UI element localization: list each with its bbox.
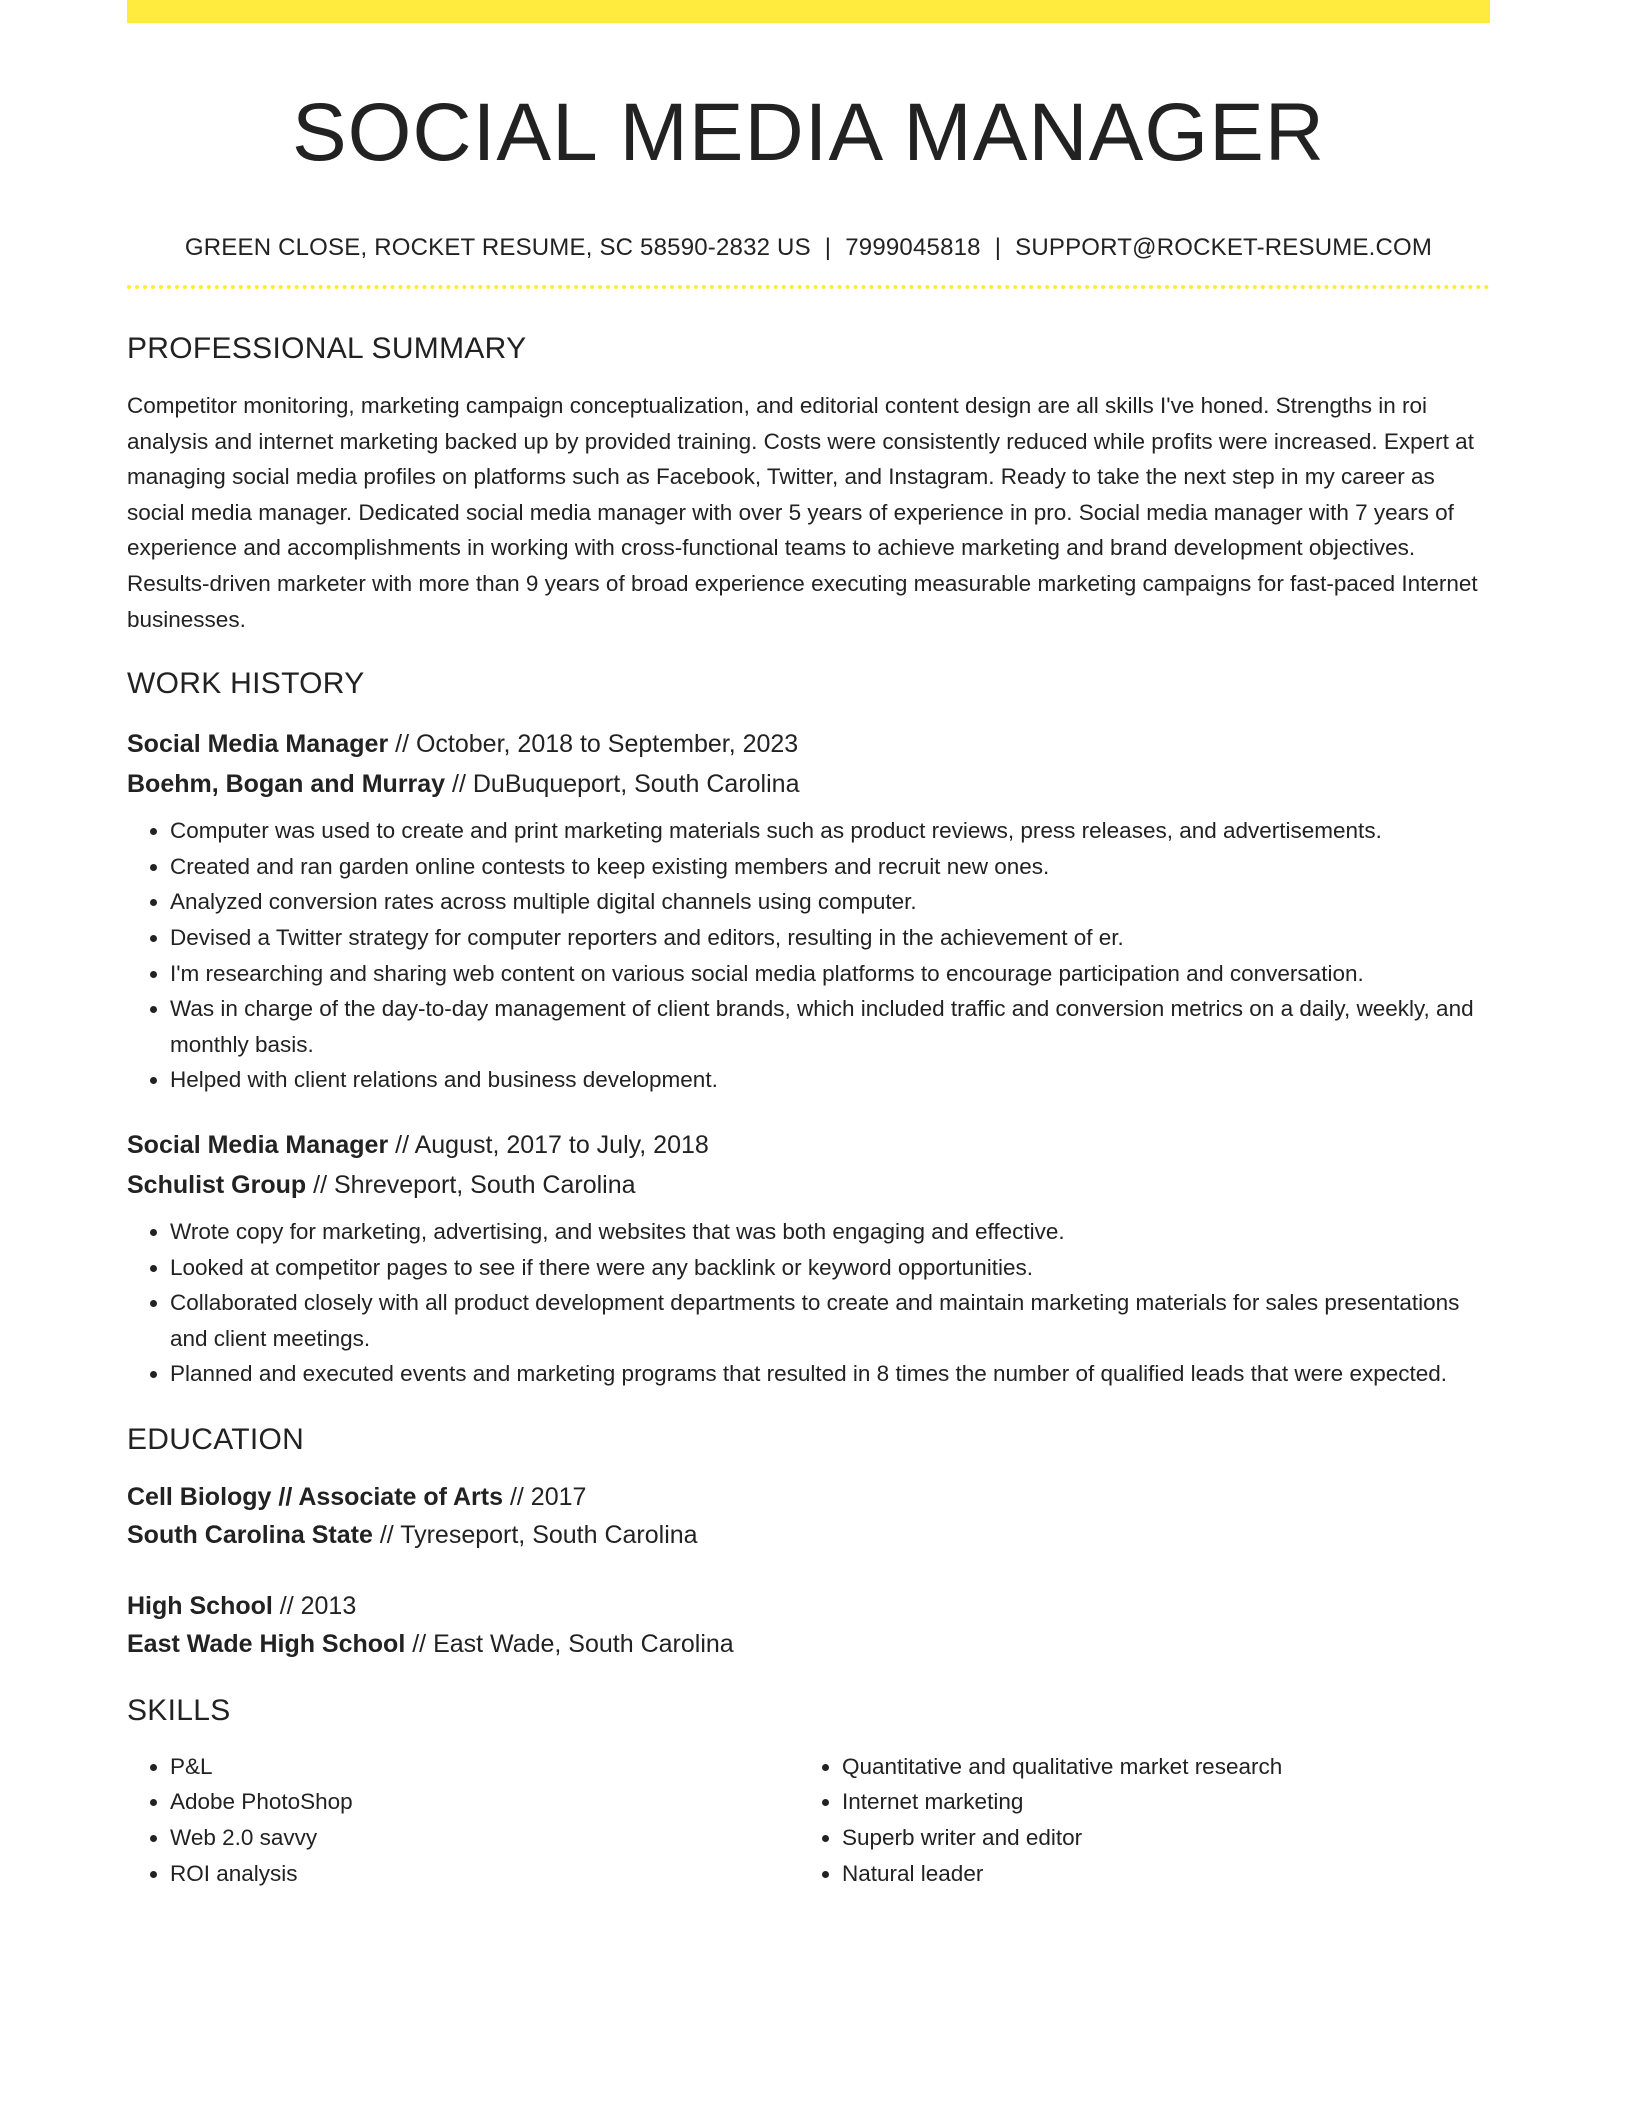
- job-entry: [127, 724, 1490, 1098]
- skill-item: • Adobe PhotoShop: [170, 1784, 799, 1820]
- education-degree: Cell Biology // Associate of Arts: [127, 1482, 504, 1511]
- job-bullet: • Computer was used to create and print marketing materials such as product reviews, press releases, and advertisements.: [170, 813, 1490, 849]
- contact-line: [127, 233, 1490, 263]
- skill-item: • Superb writer and editor: [842, 1820, 1490, 1856]
- education-degree-line: [127, 1478, 1490, 1516]
- job-company-line: [127, 764, 1490, 804]
- job-bullet: • Helped with client relations and business development.: [170, 1062, 1490, 1098]
- job-role: Social Media Manager: [127, 730, 389, 759]
- job-bullet: • Devised a Twitter strategy for computer reporters and editors, resulting in the achievement of er.: [170, 920, 1490, 956]
- summary-text: Competitor monitoring, marketing campaign conceptualization, and editorial content design are all skills I've honed. Strengths in roi analysis and internet marketing backed up by provided training. Costs were consistently reduced while profits were increased. Expert at managing social media profiles on platforms such as Facebook, Twitter, and Instagram. Ready to take the next step in my career as social media manager. Dedicated social media manager with over 5 years of experience in pro. Social media manager with 7 years of experience and accomplishments in working with cross-functional teams to achieve marketing and brand development objectives. Results-driven marketer with more than 9 years of broad experience executing measurable marketing campaigns for fast-paced Internet businesses.: [127, 393, 1478, 632]
- education-location: // Tyreseport, South Carolina: [372, 1520, 698, 1549]
- job-bullet: • I'm researching and sharing web content on various social media platforms to encourage participation and conversation.: [170, 956, 1490, 992]
- job-location: // Shreveport, South Carolina: [306, 1170, 636, 1199]
- summary-heading: PROFESSIONAL SUMMARY: [127, 332, 527, 365]
- job-company-line: [127, 1165, 1490, 1205]
- education-school-line: [127, 1516, 1490, 1554]
- skill-item: • ROI analysis: [170, 1856, 799, 1892]
- job-company: Schulist Group: [127, 1170, 307, 1199]
- contact-separator: |: [994, 234, 1002, 261]
- education-heading: EDUCATION: [127, 1422, 305, 1456]
- skills-column-right: [799, 1749, 1490, 1891]
- job-bullet: • Was in charge of the day-to-day management of client brands, which included traffic and conversion metrics on a daily, weekly, and monthly basis.: [170, 991, 1490, 1062]
- job-bullets: [127, 1214, 1490, 1392]
- top-accent-bar: [127, 0, 1490, 23]
- job-dates: // October, 2018 to September, 2023: [388, 730, 799, 759]
- skills-heading: SKILLS: [127, 1693, 231, 1727]
- work-history-heading: WORK HISTORY: [127, 667, 365, 701]
- skill-item: • Quantitative and qualitative market research: [842, 1749, 1490, 1785]
- job-location: // DuBuqueport, South Carolina: [445, 770, 800, 799]
- skill-item: • Web 2.0 savvy: [170, 1820, 799, 1856]
- skills-column-left: [127, 1749, 799, 1891]
- education-year: // 2013: [272, 1591, 357, 1620]
- job-title-line: [127, 724, 1490, 764]
- education-school-line: [127, 1625, 1490, 1663]
- contact-phone: 7999045818: [845, 234, 981, 261]
- job-bullet: • Wrote copy for marketing, advertising, and websites that was both engaging and effective.: [170, 1214, 1490, 1250]
- job-bullet: • Collaborated closely with all product development departments to create and maintain marketing materials for sales presentations and client meetings.: [170, 1285, 1490, 1356]
- job-bullet: • Planned and executed events and marketing programs that resulted in 8 times the number of qualified leads that were expected.: [170, 1356, 1490, 1392]
- job-role: Social Media Manager: [127, 1130, 389, 1159]
- skill-item: • Natural leader: [842, 1856, 1490, 1892]
- education-degree: High School: [127, 1591, 273, 1620]
- job-bullet: • Looked at competitor pages to see if there were any backlink or keyword opportunities.: [170, 1250, 1490, 1286]
- contact-address: GREEN CLOSE, ROCKET RESUME, SC 58590-2832 US: [184, 234, 811, 261]
- resume-content: [127, 23, 1490, 1891]
- dotted-divider: [127, 285, 1490, 289]
- skill-item: • P&L: [170, 1749, 799, 1785]
- education-degree-line: [127, 1587, 1490, 1625]
- job-bullet: • Created and ran garden online contests to keep existing members and recruit new ones.: [170, 849, 1490, 885]
- job-title-line: [127, 1125, 1490, 1165]
- skills-list: [127, 1749, 1490, 1891]
- job-dates: // August, 2017 to July, 2018: [388, 1130, 709, 1159]
- job-company: Boehm, Bogan and Murray: [127, 770, 446, 799]
- resume-name: SOCIAL MEDIA MANAGER: [291, 87, 1326, 178]
- job-bullet: • Analyzed conversion rates across multiple digital channels using computer.: [170, 884, 1490, 920]
- skill-item: • Internet marketing: [842, 1784, 1490, 1820]
- education-location: // East Wade, South Carolina: [405, 1629, 734, 1658]
- education-entry: [127, 1478, 1490, 1554]
- job-entry: [127, 1125, 1490, 1392]
- education-entry: [127, 1587, 1490, 1663]
- education-school: East Wade High School: [127, 1629, 406, 1658]
- job-bullets: [127, 813, 1490, 1098]
- education-year: // 2017: [503, 1482, 587, 1511]
- education-school: South Carolina State: [127, 1520, 373, 1549]
- contact-separator: |: [824, 234, 832, 261]
- contact-email: SUPPORT@ROCKET-RESUME.COM: [1015, 234, 1433, 261]
